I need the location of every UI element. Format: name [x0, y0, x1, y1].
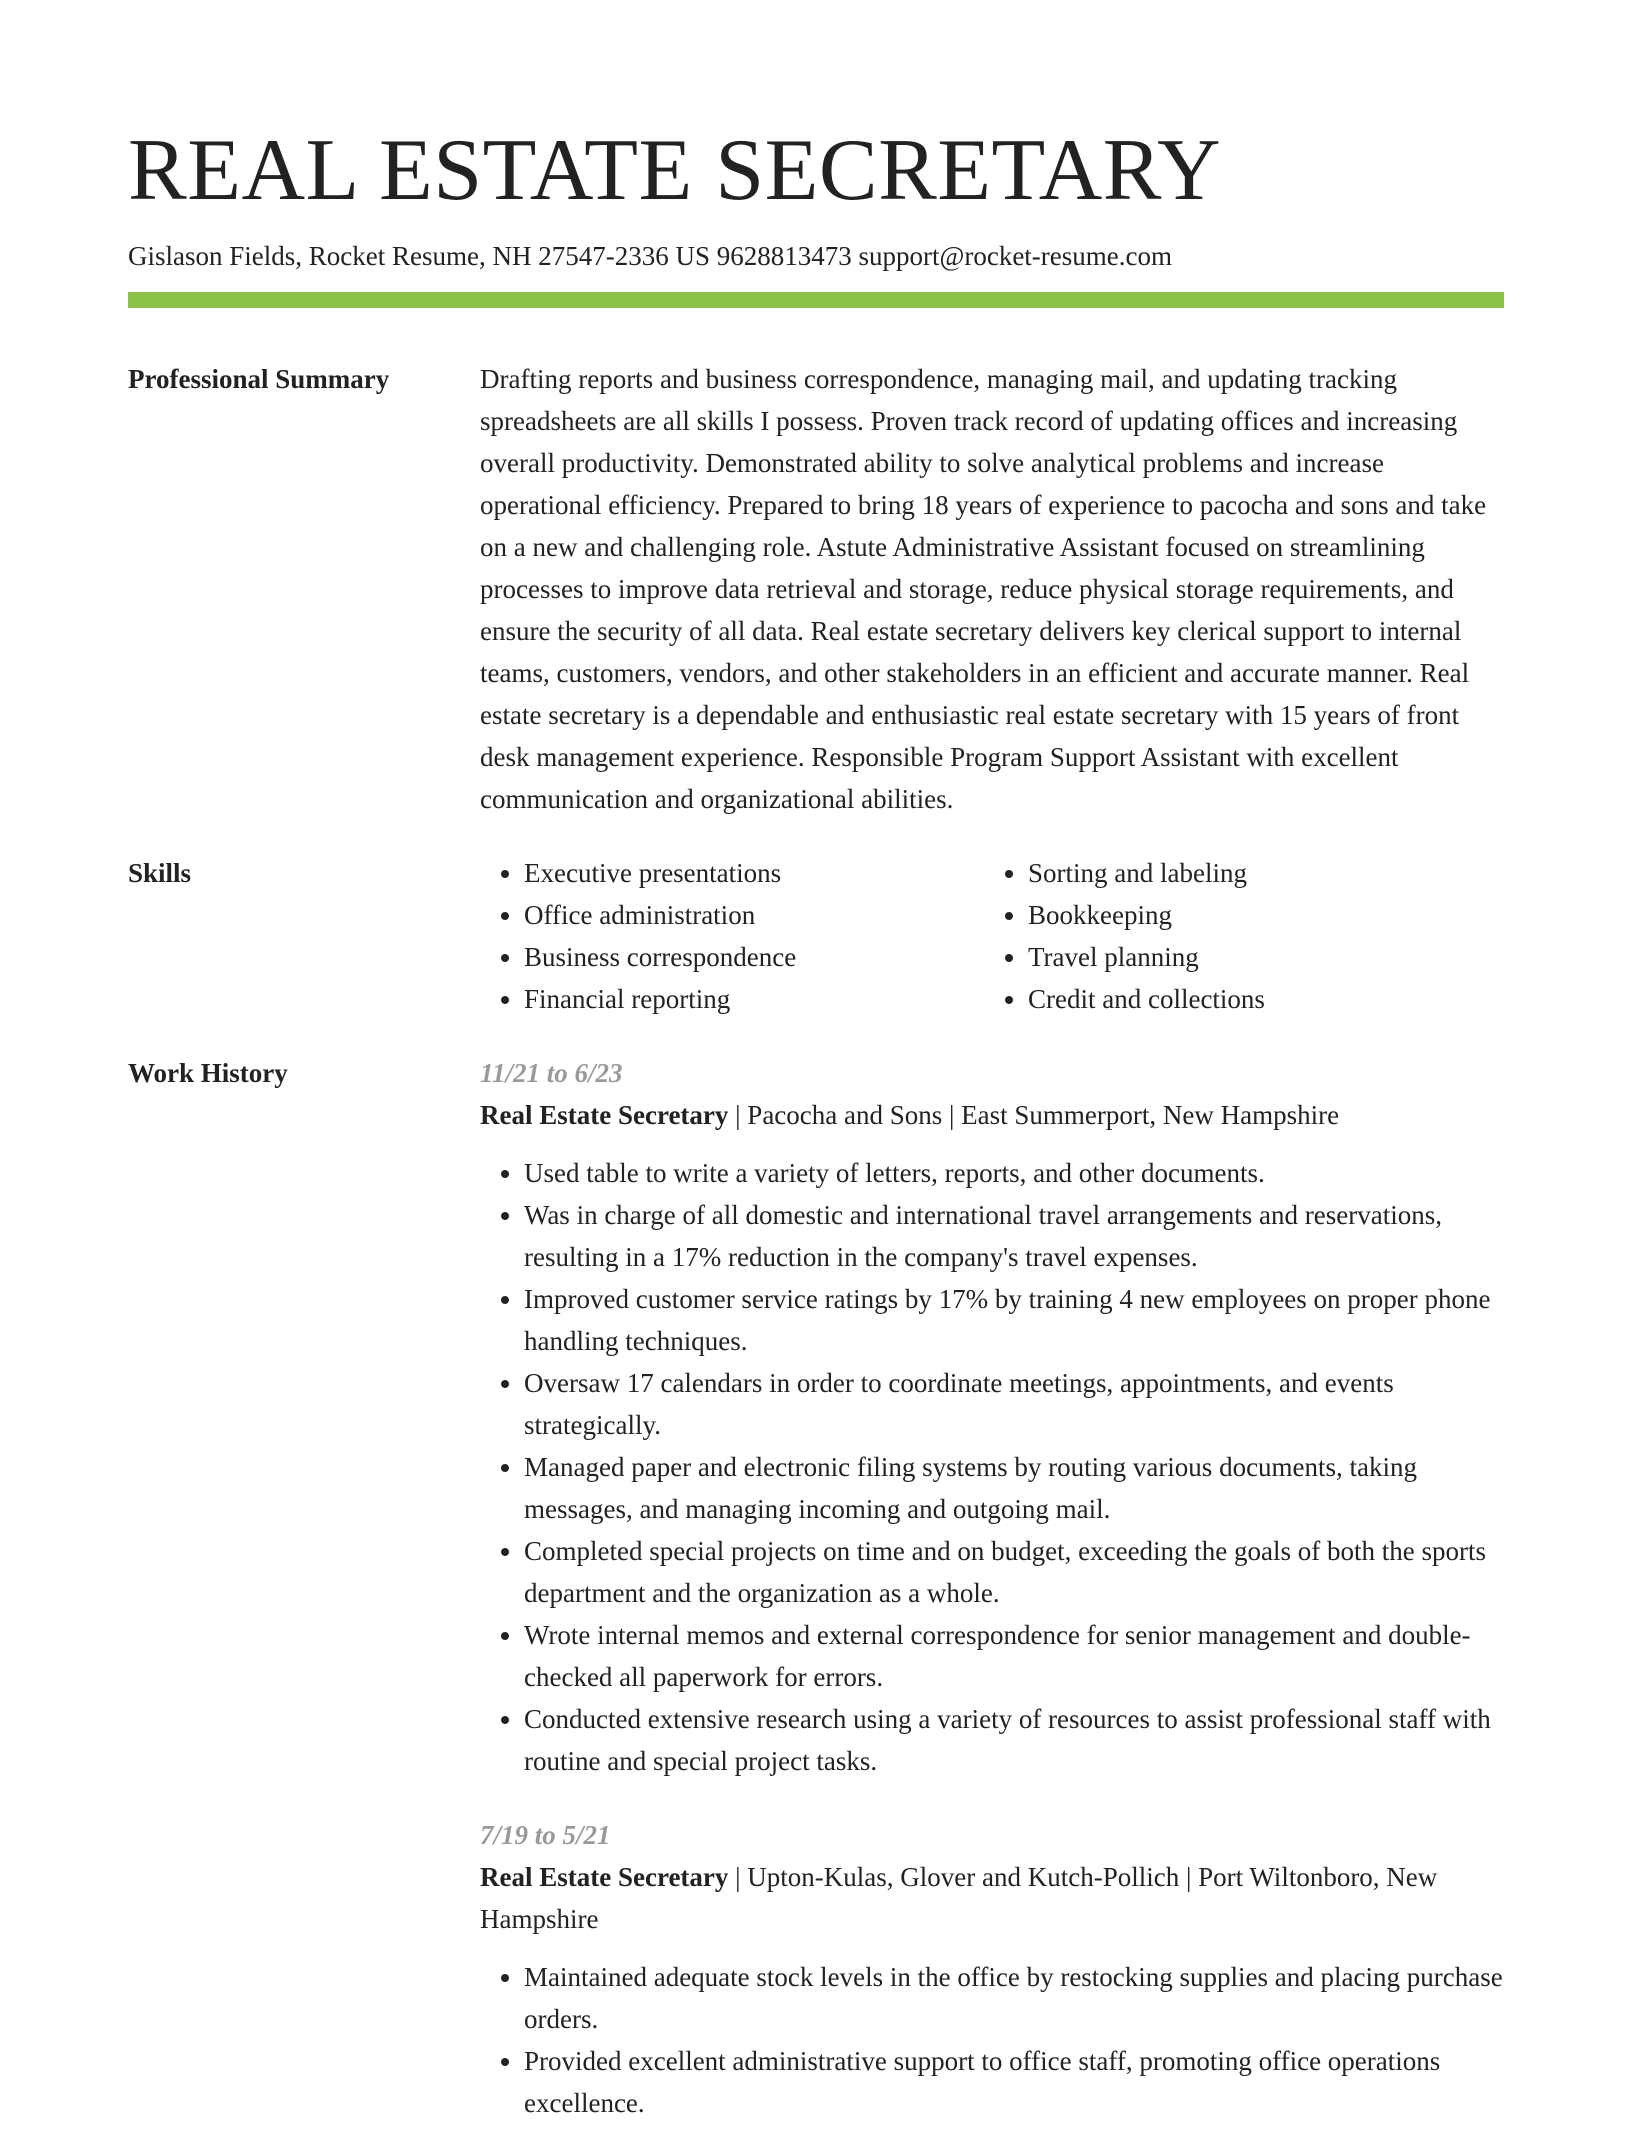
- job-entry: [480, 1814, 1504, 2124]
- contact-line: [128, 238, 1504, 274]
- skill-item: • Financial reporting: [524, 978, 984, 1020]
- resume-name: REAL ESTATE SECRETARY: [128, 122, 1222, 219]
- job-bullet: • Provided excellent administrative support to office staff, promoting office operations excellence.: [524, 2040, 1504, 2124]
- job-title: Real Estate Secretary: [480, 1100, 729, 1130]
- skill-item: • Business correspondence: [524, 936, 984, 978]
- job-bullet: • Improved customer service ratings by 17% by training 4 new employees on proper phone handling techniques.: [524, 1278, 1504, 1362]
- job-bullet: • Conducted extensive research using a variety of resources to assist professional staff with routine and special project tasks.: [524, 1698, 1504, 1782]
- contact-email[interactable]: support@rocket-resume.com: [858, 241, 1173, 271]
- work-history-heading: Work History: [128, 1058, 288, 1088]
- work-history-body: [480, 1052, 1504, 2156]
- job-bullet: • Oversaw 17 calendars in order to coordinate meetings, appointments, and events strategically.: [524, 1362, 1504, 1446]
- summary-body: [480, 358, 1504, 820]
- skill-item: • Bookkeeping: [1028, 894, 1488, 936]
- job-bullet: • Used table to write a variety of letters, reports, and other documents.: [524, 1152, 1504, 1194]
- skills-heading: Skills: [128, 858, 192, 888]
- skill-item: • Travel planning: [1028, 936, 1488, 978]
- job-bullet: • Managed paper and electronic filing systems by routing various documents, taking messages, and managing incoming and outgoing mail.: [524, 1446, 1504, 1530]
- skills-column-left: [480, 852, 984, 1020]
- job-bullet: • Wrote internal memos and external correspondence for senior management and double-checked all paperwork for errors.: [524, 1614, 1504, 1698]
- summary-heading: Professional Summary: [128, 364, 390, 394]
- skill-item: • Sorting and labeling: [1028, 852, 1488, 894]
- job-details: | Pacocha and Sons | East Summerport, New Hampshire: [728, 1100, 1340, 1130]
- summary-section: [128, 358, 1504, 820]
- job-bullets: [480, 1956, 1504, 2124]
- job-details: | Upton-Kulas, Glover and Kutch-Pollich | Port Wiltonboro, New Hampshire: [480, 1862, 1438, 1934]
- job-bullet: • Completed special projects on time and on budget, exceeding the goals of both the sports department and the organization as a whole.: [524, 1530, 1504, 1614]
- job-bullets: [480, 1152, 1504, 1782]
- work-history-section: [128, 1052, 1504, 2156]
- contact-phone: 9628813473: [716, 241, 852, 271]
- skills-section: [128, 852, 1504, 1020]
- contact-address: Gislason Fields, Rocket Resume, NH 27547-2336 US: [128, 241, 710, 271]
- resume-page: [128, 0, 1504, 2156]
- summary-text: Drafting reports and business correspondence, managing mail, and updating tracking spreadsheets are all skills I possess. Proven track record of updating offices and increasing overall productivity. Demonstrated ability to solve analytical problems and increase operational efficiency. Prepared to bring 18 years of experience to pacocha and sons and take on a new and challenging role. Astute Administrative Assistant focused on streamlining processes to improve data retrieval and storage, reduce physical storage requirements, and ensure the security of all data. Real estate secretary delivers key clerical support to internal teams, customers, vendors, and other stakeholders in an efficient and accurate manner. Real estate secretary is a dependable and enthusiastic real estate secretary with 15 years of front desk management experience. Responsible Program Support Assistant with excellent communication and organizational abilities.: [480, 364, 1487, 814]
- skills-column-right: [984, 852, 1488, 1020]
- job-heading: [480, 1094, 1504, 1136]
- skill-item: • Executive presentations: [524, 852, 984, 894]
- job-dates: 11/21 to 6/23: [480, 1058, 623, 1088]
- job-heading: [480, 1856, 1504, 1940]
- job-title: Real Estate Secretary: [480, 1862, 729, 1892]
- header-divider: [128, 292, 1504, 308]
- job-bullet: • Maintained adequate stock levels in the office by restocking supplies and placing purchase orders.: [524, 1956, 1504, 2040]
- skill-item: • Office administration: [524, 894, 984, 936]
- job-dates: 7/19 to 5/21: [480, 1820, 611, 1850]
- job-entry: [480, 1052, 1504, 1782]
- job-bullet: • Was in charge of all domestic and international travel arrangements and reservations, resulting in a 17% reduction in the company's travel expenses.: [524, 1194, 1504, 1278]
- skill-item: • Credit and collections: [1028, 978, 1488, 1020]
- skills-list: [480, 852, 1504, 1020]
